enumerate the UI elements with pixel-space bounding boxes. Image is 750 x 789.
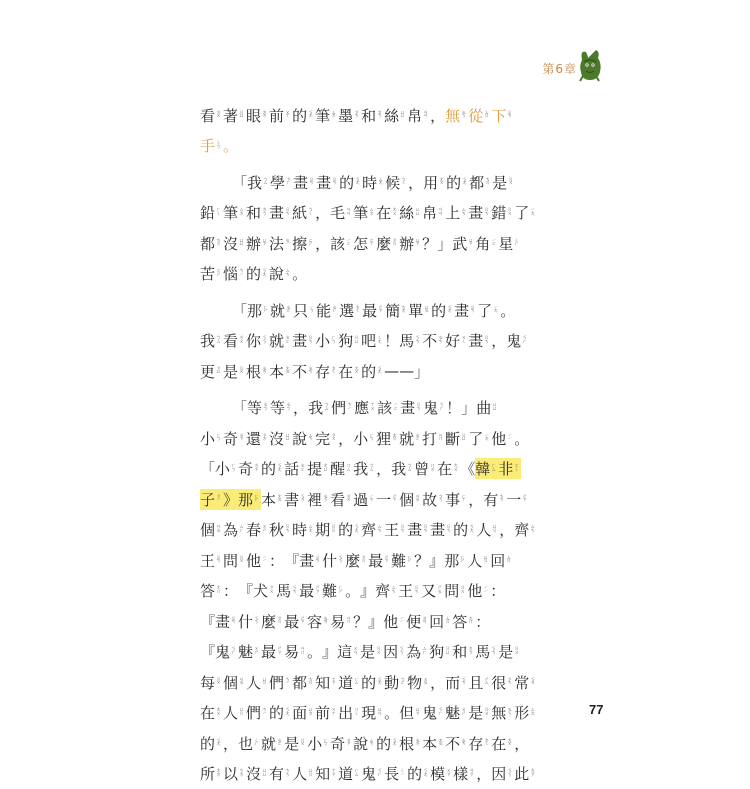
text-line: 王 ㄖㄘ 問 ㄖㄨ 他 ㄧㄧ ： 『 畫 ㄖㄘ 什 ㄎㄎ 麼 ㄗㄖ 最 ㄕㄗ 難 ㄏㄕ ？ 』 那 ㄏㄕ 人 ㄩㄖ 回 ㄙㄖ — [200, 545, 570, 576]
text-line: 每 ㄖㄨ 個 ㄢㄓ 人 ㄩㄖ 們 ㄘㄧ 都 ㄘㄖ 知 ㄒㄗ 道 ㄏㄙ 的 ㄎㄤ 動 ㄅㄛ 物 ㄨㄓ ， 而 ㄎㄘ 且 ㄕㄙ 很 ㄗㄘ 常 ㄎㄌ — [200, 667, 570, 698]
text-line: 我 ㄅㄙ 看 ㄌㄨ 你 ㄎㄎ 就 ㄓㄛ 畫 ㄖㄘ 小 ㄏㄅ 狗 ㄖㄩ 吧 ㄑㄤ ！ 馬 ㄎㄘ 不 ㄓㄘ 好 ㄨㄑ 畫 ㄖㄘ ， 鬼 ㄎㄏ — [200, 326, 570, 357]
body-text — [200, 100, 570, 789]
text-line: 更 ㄗㄩ 是 ㄖㄨ 根 ㄓㄌ 本 ㄤㄓ 不 ㄓㄘ 存 ㄉㄑ 在 ㄤㄨ 的 ㄎㄤ — — 」 — [200, 356, 570, 387]
text-line: 的 ㄎㄤ ， 也 ㄑㄏ 就 ㄓㄛ 是 ㄖㄨ 小 ㄏㄅ 奇 ㄌㄗ 說 ㄙㄘ 的 ㄎㄤ 根 ㄓㄌ 本 ㄤㄓ 不 ㄓㄘ 存 ㄉㄑ 在 ㄤㄨ ， — [200, 728, 570, 759]
text-line: 苦 ㄛㄕ 惱 ㄘㄧ 的 ㄎㄤ 說 ㄙㄘ 。 — [200, 259, 570, 290]
text-line: 答 ㄤㄇ ： 『 犬 ㄗㄨ 馬 ㄎㄘ 最 ㄕㄗ 難 ㄏㄕ 。 』 齊 ㄙㄘ 王 ㄖㄘ 又 ㄕㄓ 問 ㄖㄨ 他 ㄧㄧ ： — [200, 576, 570, 607]
text-line: 看 ㄌㄨ 著 ㄖㄩ 眼 ㄉㄌ 前 ㄨㄒ 的 ㄎㄤ 筆 ㄙㄉ 墨 ㄗㄘ 和 ㄉㄅ 絲 ㄩㄩ 帛 ㄢㄢ ， 無 ㄓㄎ 從 ㄙㄖ 下 ㄖㄘ — [200, 100, 570, 131]
text-line: 『 畫 ㄖㄘ 什 ㄎㄎ 麼 ㄗㄖ 最 ㄕㄗ 容 ㄓㄌ 易 ㄢㄇ ？ 』 他 ㄧㄧ 便 ㄌㄢ 回 ㄙㄖ 答 ㄤㄇ ： — [200, 606, 570, 637]
text-line: 子 ㄗㄧ 》 那 ㄏㄕ 本 ㄤㄓ 書 ㄎㄌ 裡 ㄓㄎ 看 ㄌㄨ 過 ㄧㄘ 一 ㄕㄗ 個 ㄢㄓ 故 ㄅㄎ 事 ㄏㄒ ， 有 ㄘㄘ 一 ㄕㄗ — [200, 484, 570, 515]
chapter-label: 第6章 — [542, 60, 577, 77]
text-line: 小 ㄏㄅ 奇 ㄌㄗ 還 ㄗㄉ 沒 ㄩㄩ 說 ㄙㄘ 完 ㄗㄨ ， 小 ㄏㄅ 狸 ㄤㄖ 就 ㄓㄛ 打 ㄢㄇ 斷 ㄖㄩ 了 ㄧㄤ 他 ㄧㄧ 。 — [200, 423, 570, 454]
text-line: 鉛 ㄏㄑ 筆 ㄙㄉ 和 ㄉㄅ 畫 ㄖㄘ 紙 ㄅㄑ ， 毛 ㄢㄢ 筆 ㄙㄉ 在 ㄤㄨ 絲 ㄩㄩ 帛 ㄢㄢ 上 ㄙㄘ 畫 ㄖㄘ 錯 ㄖㄨ 了 ㄧㄤ — [200, 198, 570, 229]
text-line: 手 ㄑㄅ 。 — [200, 131, 570, 162]
text-line: 「 那 ㄏㄕ 就 ㄓㄛ 只 ㄧㄅ 能 ㄓㄏ 選 ㄉㄑ 最 ㄕㄗ 簡 ㄘㄤ 單 ㄩㄓ 的 ㄎㄤ 畫 ㄖㄘ 了 ㄧㄤ 。 — [200, 295, 570, 326]
text-line: 「 等 ㄓㄅ 等 ㄓㄅ ， 我 ㄅㄙ 們 ㄘㄧ 應 ㄒㄨ 該 ㄧㄛ 畫 ㄖㄘ 鬼 ㄎㄏ ！ 」 曲 ㄩㄩ — [200, 393, 570, 424]
text-line: 在 ㄤㄨ 人 ㄩㄖ 們 ㄘㄧ 的 ㄎㄤ 面 ㄩㄉ 前 ㄨㄒ 出 ㄇㄑ 現 ㄩㄢ 。 但 ㄩㄗ 鬼 ㄎㄏ 魅 ㄨㄕ 是 ㄖㄨ 無 ㄓㄎ 形 ㄙㄤ — [200, 698, 570, 729]
text-line: 都 ㄘㄖ 沒 ㄩㄩ 辦 ㄩㄗ 法 ㄓㄧ 擦 ㄛㄕ ， 該 ㄧㄛ 怎 ㄛㄒ 麼 ㄗㄖ 辦 ㄩㄗ ？ 」 武 ㄩㄗ 角 ㄧㄛ 星 ㄑㄏ — [200, 228, 570, 259]
text-line: 『 鬼 ㄎㄏ 魅 ㄨㄕ 最 ㄕㄗ 易 ㄢㄇ 。 』 這 ㄨㄢ 是 ㄖㄨ 因 ㄎㄎ 為 ㄙㄏ 狗 ㄖㄩ 和 ㄉㄅ 馬 ㄎㄘ 是 ㄖㄨ — [200, 637, 570, 668]
text-line: 個 ㄢㄓ 為 ㄙㄏ 春 ㄨㄕ 秋 ㄖㄘ 時 ㄙㄤ 期 ㄖㄖ 的 ㄎㄤ 齊 ㄙㄘ 王 ㄖㄘ 畫 ㄖㄘ 畫 ㄖㄘ 的 ㄎㄤ 人 ㄩㄖ ， 齊 ㄙㄘ — [200, 515, 570, 546]
mascot-icon — [574, 46, 606, 82]
text-line: 所 ㄤㄉ 以 ㄘㄉ 沒 ㄩㄩ 有 ㄘㄘ 人 ㄩㄖ 知 ㄒㄗ 道 ㄏㄙ 鬼 ㄎㄏ 長 ㄑㄧ 的 ㄎㄤ 模 ㄨㄗ 樣 ㄢㄗ ， 因 ㄎㄎ 此 ㄤㄗ — [200, 759, 570, 789]
page-number: 77 — [589, 702, 603, 717]
text-line: 「 我 ㄅㄙ 學 ㄗㄏ 畫 ㄖㄘ 畫 ㄖㄘ 的 ㄎㄤ 時 ㄙㄤ 候 ㄅㄑ ， 用 ㄤㄨ 的 ㄎㄤ 都 ㄘㄖ 是 ㄖㄨ — [200, 167, 570, 198]
text-line: 「 小 ㄏㄅ 奇 ㄌㄗ 的 ㄎㄤ 話 ㄓㄛ 提 ㄤㄩ 醒 ㄇㄙ 我 ㄅㄙ ， 我 ㄅㄙ 曾 ㄇㄌ 在 ㄤㄨ 《 韓 ㄏㄙ 非 ㄛㄑ — [200, 454, 570, 485]
